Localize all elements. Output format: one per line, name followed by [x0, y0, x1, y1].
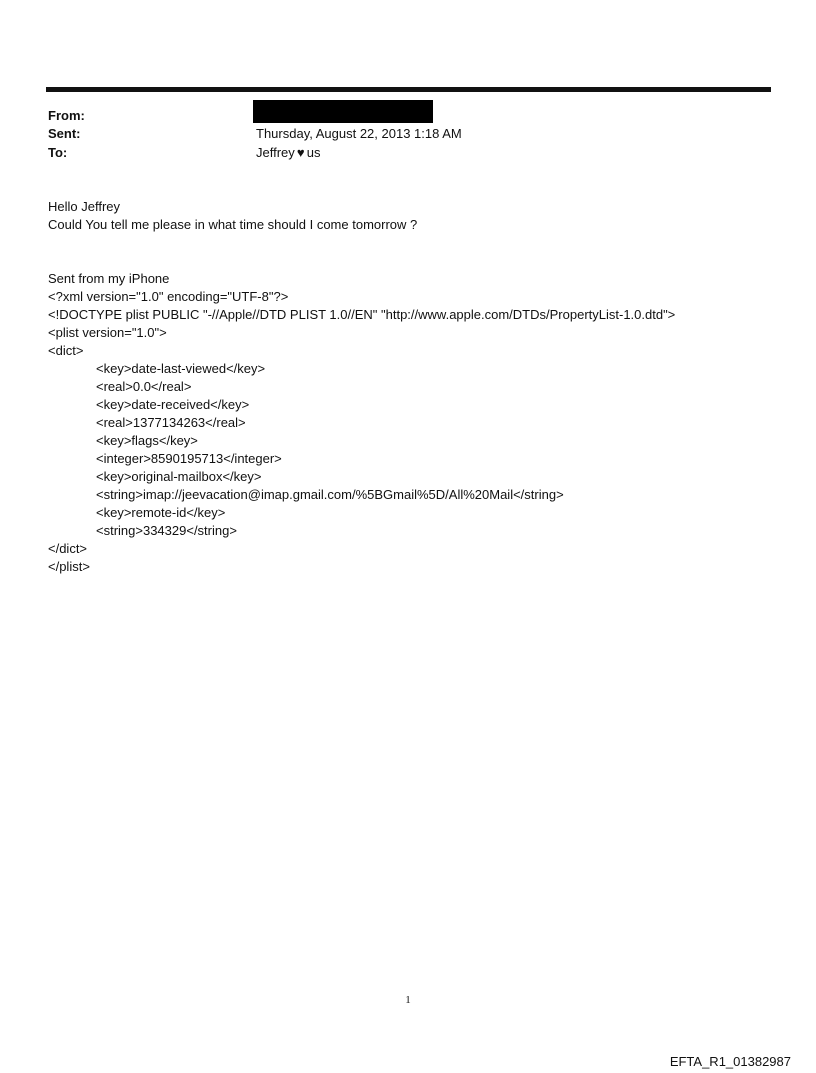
- to-value-suffix: us: [306, 145, 321, 160]
- to-value: [256, 144, 321, 162]
- plist-line: <real>0.0</real>: [96, 379, 192, 394]
- heart-icon: ♥: [296, 145, 305, 160]
- message-body: [48, 198, 675, 576]
- redaction-box: [253, 100, 433, 123]
- bates-number: EFTA_R1_01382987: [669, 1054, 791, 1069]
- plist-line: <?xml version="1.0" encoding="UTF-8"?>: [48, 289, 289, 304]
- to-label: To:: [48, 145, 68, 160]
- plist-line: </dict>: [48, 541, 88, 556]
- plist-line: <string>334329</string>: [96, 523, 237, 538]
- greeting-line: Hello Jeffrey: [48, 199, 121, 214]
- plist-line: </plist>: [48, 559, 90, 574]
- sent-label: Sent:: [48, 126, 81, 141]
- plist-line: <key>date-received</key>: [96, 397, 250, 412]
- from-label: From:: [48, 108, 85, 123]
- plist-line: <string>imap://jeevacation@imap.gmail.com/%5BGmail%5D/All%20Mail</string>: [96, 487, 564, 502]
- question-line: Could You tell me please in what time should I come tomorrow ?: [48, 217, 418, 232]
- plist-line: <integer>8590195713</integer>: [96, 451, 282, 466]
- to-value-prefix: Jeffrey: [256, 145, 295, 160]
- plist-line: <key>flags</key>: [96, 433, 198, 448]
- paragraph-gap: [48, 234, 675, 270]
- plist-line: <key>remote-id</key>: [96, 505, 226, 520]
- plist-line: <key>date-last-viewed</key>: [96, 361, 266, 376]
- sent-value: Thursday, August 22, 2013 1:18 AM: [256, 126, 462, 141]
- plist-line: <dict>: [48, 343, 84, 358]
- header-rule: [46, 87, 771, 92]
- page-number: 1: [405, 994, 411, 1006]
- plist-line: <plist version="1.0">: [48, 325, 167, 340]
- plist-line: <real>1377134263</real>: [96, 415, 246, 430]
- plist-line: <!DOCTYPE plist PUBLIC "-//Apple//DTD PLIST 1.0//EN" "http://www.apple.com/DTDs/PropertyList-1.0.dtd">: [48, 307, 676, 322]
- plist-line: <key>original-mailbox</key>: [96, 469, 262, 484]
- signature-line: Sent from my iPhone: [48, 271, 170, 286]
